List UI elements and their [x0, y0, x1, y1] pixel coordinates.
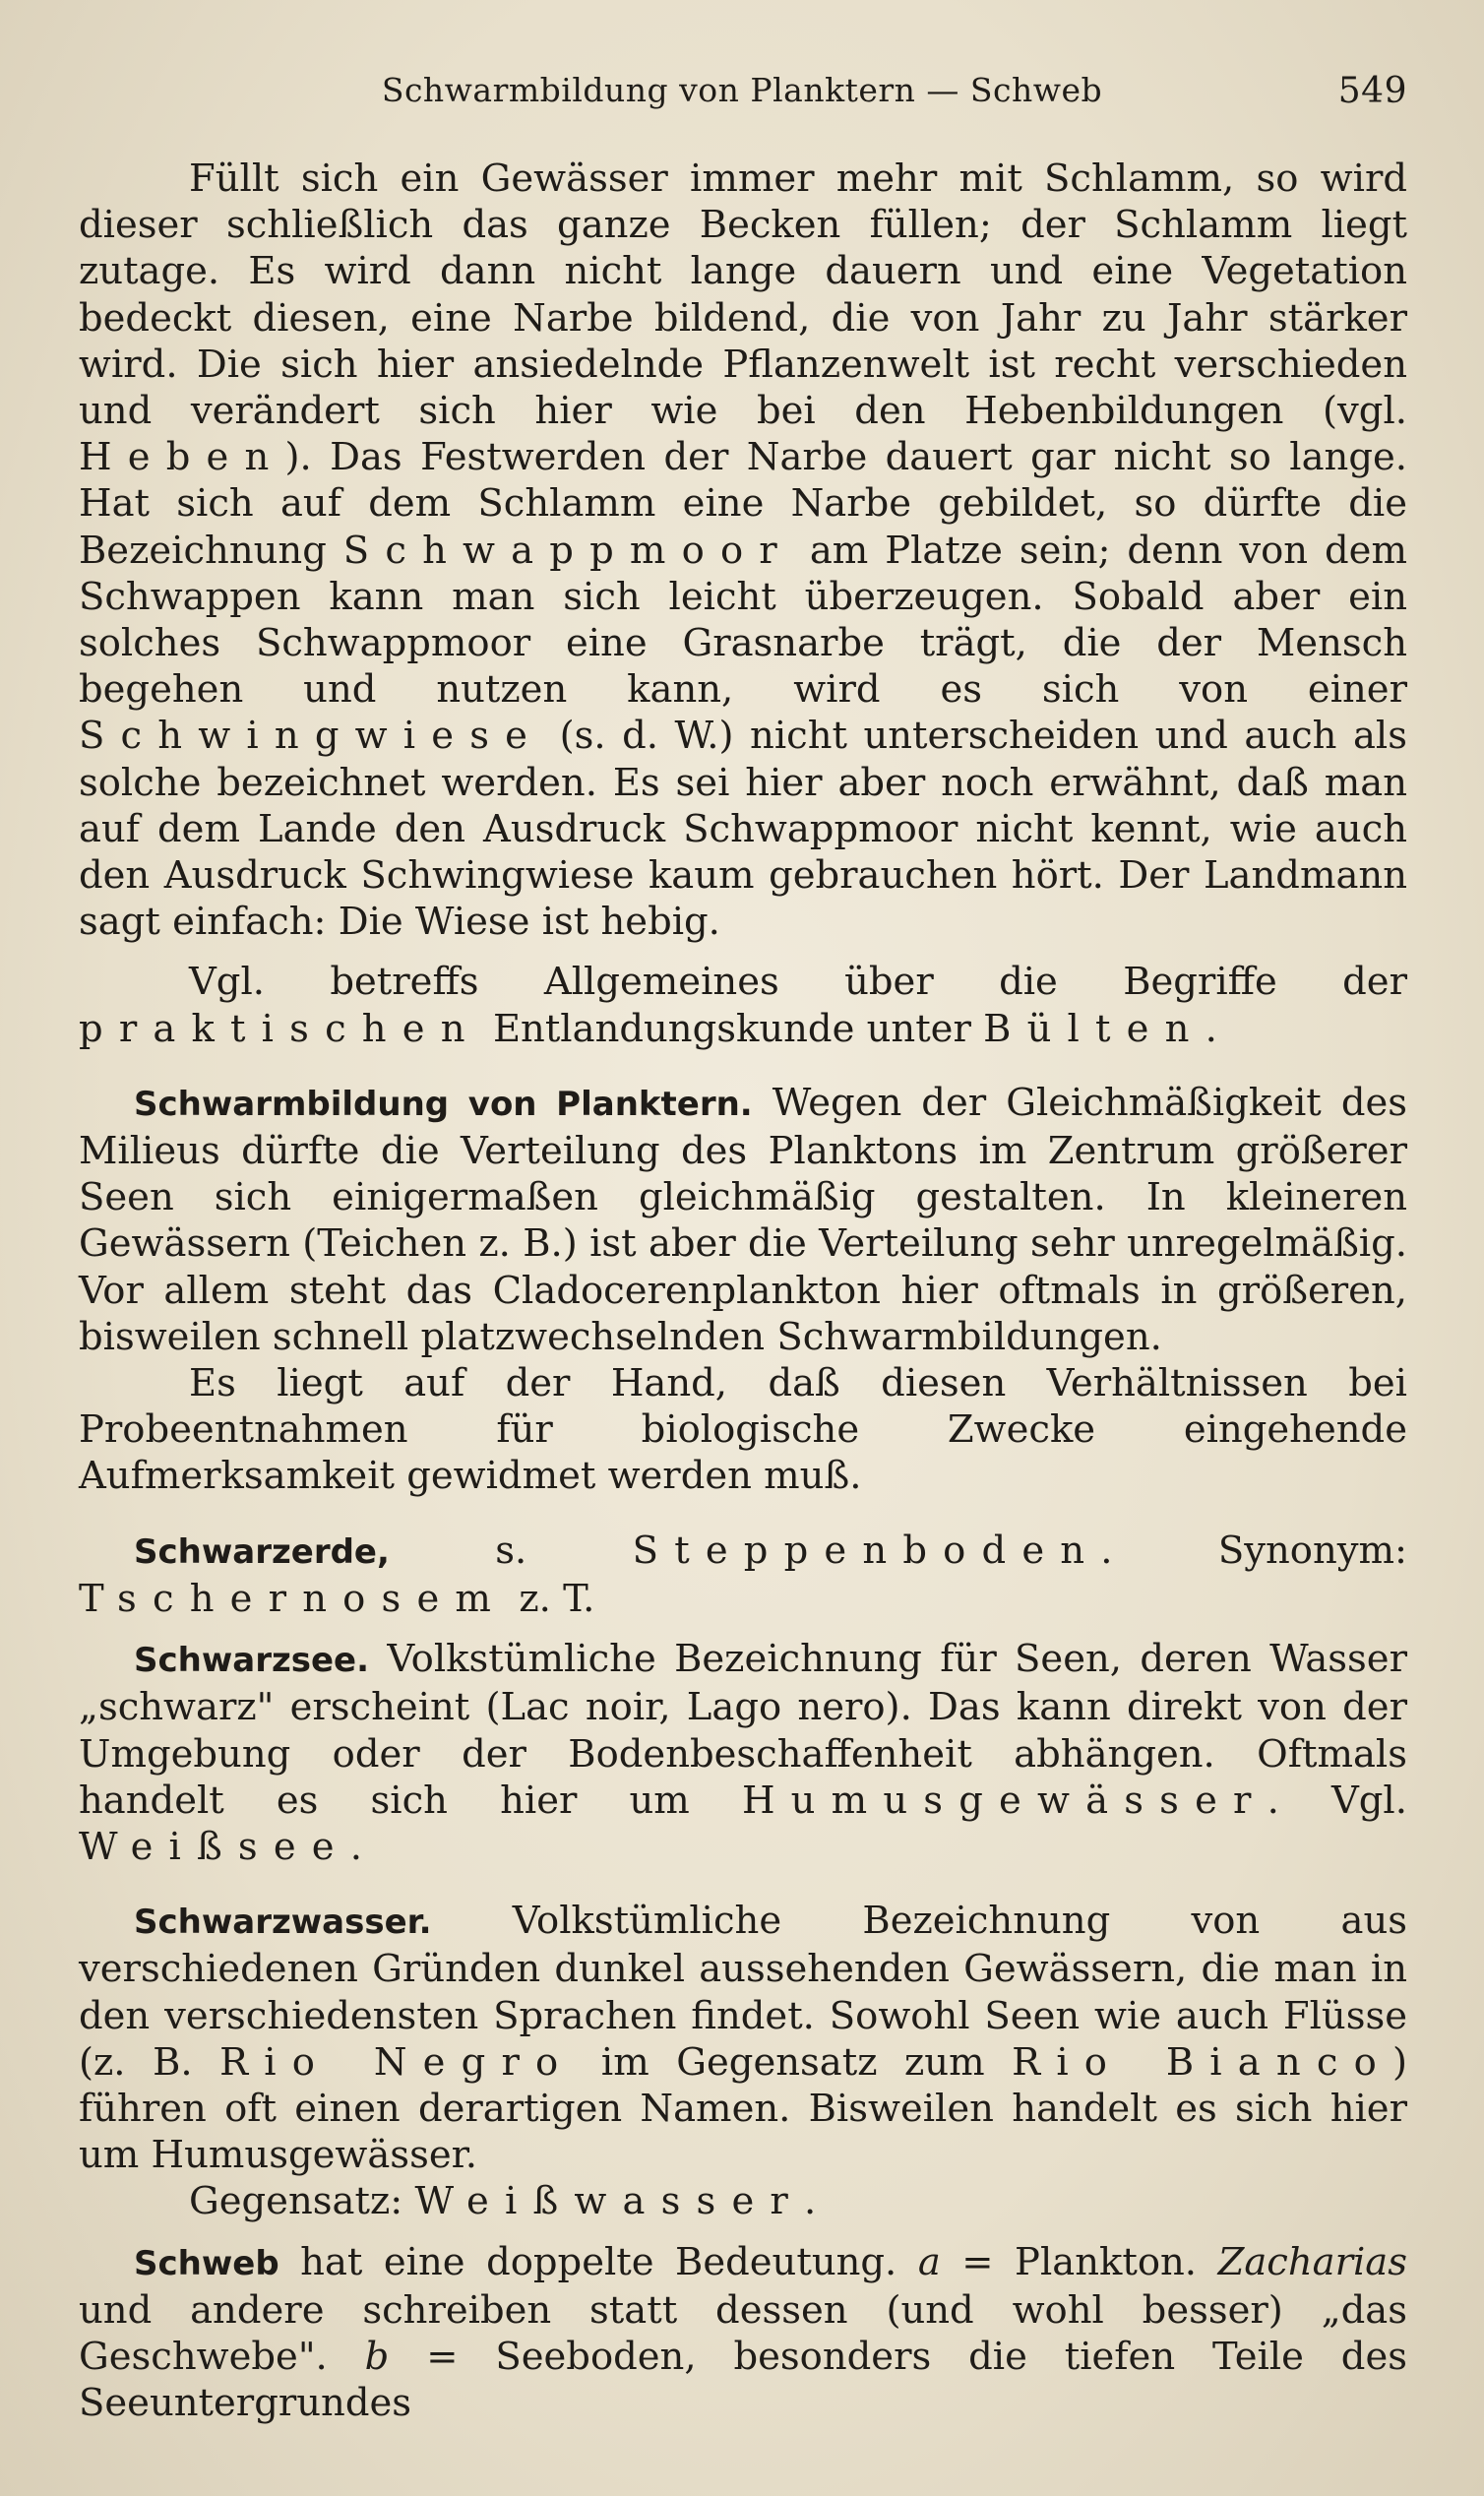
text-run: Füllt sich ein Gewässer immer mehr mit Schlamm, so wird dieser schließlich das ganze Becken füllen; der Schlamm liegt zutage. Es wird dann nicht lange dauern und eine Vegetation bedeckt diesen, eine Narbe bildend, die von Jahr zu Jahr stärker wird. Die sich hier ansiedelnde Pflanzenwelt ist recht verschieden und verändert sich hier wie bei den Hebenbildungen (vgl.	[79, 156, 1407, 434]
body-text	[79, 156, 1407, 2426]
text-run: Es liegt auf der Hand, daß diesen Verhältnissen bei Probeentnahmen für biologische Zwecke eingehende Aufmerksamkeit gewidmet werden muß.	[79, 1361, 1407, 1499]
spaced-term: Rio Bianco	[1012, 2039, 1392, 2085]
entry-headword: Schwarzsee.	[134, 1641, 370, 1681]
text-run: .	[349, 1824, 363, 1869]
text-run: Entlandungskunde unter	[492, 1006, 971, 1051]
text-run: Volkstümliche Bezeichnung für Seen, deren Wasser „schwarz" erscheint (Lac noir, Lago nero). Das kann direkt von der Umgebung oder der Bodenbeschaffenheit abhängen. Oftmals handelt es sich hier um	[79, 1637, 1407, 1823]
italic-letter: a	[917, 2239, 941, 2284]
text-run: .	[804, 2179, 817, 2224]
entry-schwarzsee	[79, 1636, 1407, 1870]
paragraph-probeentnahmen	[79, 1360, 1407, 1500]
entry-headword: Schwarzwasser.	[134, 1903, 432, 1943]
italic-name: Zacharias	[1217, 2239, 1408, 2284]
entry-schwarmbildung	[79, 1080, 1407, 1360]
text-run: ). Das Festwerden der Narbe dauert gar nicht so lange. Hat sich auf dem Schlamm eine Narbe gebildet, so dürfte die Bezeichnung	[79, 435, 1407, 573]
entry-schwarzwasser	[79, 1898, 1407, 2178]
entry-schwarzerde	[79, 1528, 1407, 1622]
entry-headword: Schweb	[134, 2243, 279, 2283]
text-run: (s. d. W.) nicht unterscheiden und auch als solche bezeichnet werden. Es sei hier aber noch erwähnt, daß man auf dem Lande den Ausdruck Schwappmoor nicht kennt, wie auch den Ausdruck Schwingwiese kaum gebrauchen hört. Der Landmann sagt einfach: Die Wiese ist hebig.	[79, 714, 1407, 945]
italic-letter: b	[364, 2334, 390, 2379]
running-title: Schwarmbildung von Planktern — Schweb	[381, 71, 1103, 109]
text-run: . Synonym:	[1100, 1528, 1407, 1573]
paragraph-gegensatz	[79, 2178, 1407, 2224]
spaced-term: Schwappmoor	[342, 528, 793, 573]
spaced-term: Schwingwiese	[79, 714, 544, 759]
spaced-term: Tschernosem	[79, 1576, 508, 1621]
spaced-term: Heben	[79, 435, 285, 480]
text-run: = Plankton.	[961, 2239, 1198, 2284]
text-run: s.	[495, 1528, 527, 1573]
spaced-term: Humusgewässer	[741, 1778, 1268, 1823]
text-run: im Gegensatz zum	[600, 2039, 985, 2085]
paragraph-vgl	[79, 959, 1407, 1051]
spaced-term: Bülten	[983, 1006, 1206, 1051]
text-run: Volkstümliche Bezeichnung von aus verschiedenen Gründen dunkel aussehenden Gewässern, die man in den verschiedensten Sprachen findet. Sowohl Seen wie auch Flüsse (z. B.	[79, 1899, 1407, 2085]
entry-schweb	[79, 2239, 1407, 2427]
spaced-term: Steppenboden	[632, 1528, 1101, 1573]
text-run: am Platze sein; denn von dem Schwappen kann man sich leicht überzeugen. Sobald aber ein solches Schwappmoor eine Grasnarbe trägt, die der Mensch begehen und nutzen kann, wird es sich von einer	[79, 528, 1407, 713]
page-number: 549	[1337, 71, 1407, 111]
spaced-term: Weißwasser	[414, 2179, 805, 2224]
text-run: . Vgl.	[1267, 1778, 1407, 1823]
running-header	[77, 71, 1407, 120]
spaced-term: Weißsee	[79, 1824, 350, 1869]
paragraph-schwappmoor	[79, 156, 1407, 945]
text-run: und andere schreiben statt dessen (und wohl besser) „das Geschwebe".	[79, 2287, 1407, 2379]
text-run: Vgl. betreffs Allgemeines über die Begriffe der	[189, 960, 1407, 1005]
text-run: ) führen oft einen derartigen Namen. Bisweilen handelt es sich hier um Humusgewässer.	[79, 2039, 1407, 2178]
entry-headword: Schwarzerde,	[134, 1531, 390, 1572]
text-run: Gegensatz:	[189, 2179, 403, 2224]
entry-headword: Schwarmbildung von Planktern.	[134, 1084, 753, 1124]
spaced-term: Rio Negro	[219, 2039, 575, 2085]
text-run: z. T.	[519, 1576, 595, 1621]
text-run: hat eine doppelte Bedeutung.	[300, 2239, 897, 2284]
text-run: = Seeboden, besonders die tiefen Teile des Seeuntergrundes	[79, 2334, 1407, 2426]
spaced-term: praktischen	[79, 1006, 481, 1051]
text-run: .	[1205, 1006, 1217, 1051]
text-run: Wegen der Gleichmäßigkeit des Milieus dürfte die Verteilung des Planktons im Zentrum größerer Seen sich einigermaßen gleichmäßig gestalten. In kleineren Gewässern (Teichen z. B.) ist aber die Verteilung sehr unregelmäßig. Vor allem steht das Cladocerenplankton hier oftmals in größeren, bisweilen schnell platzwechselnden Schwarmbildungen.	[79, 1080, 1408, 1359]
